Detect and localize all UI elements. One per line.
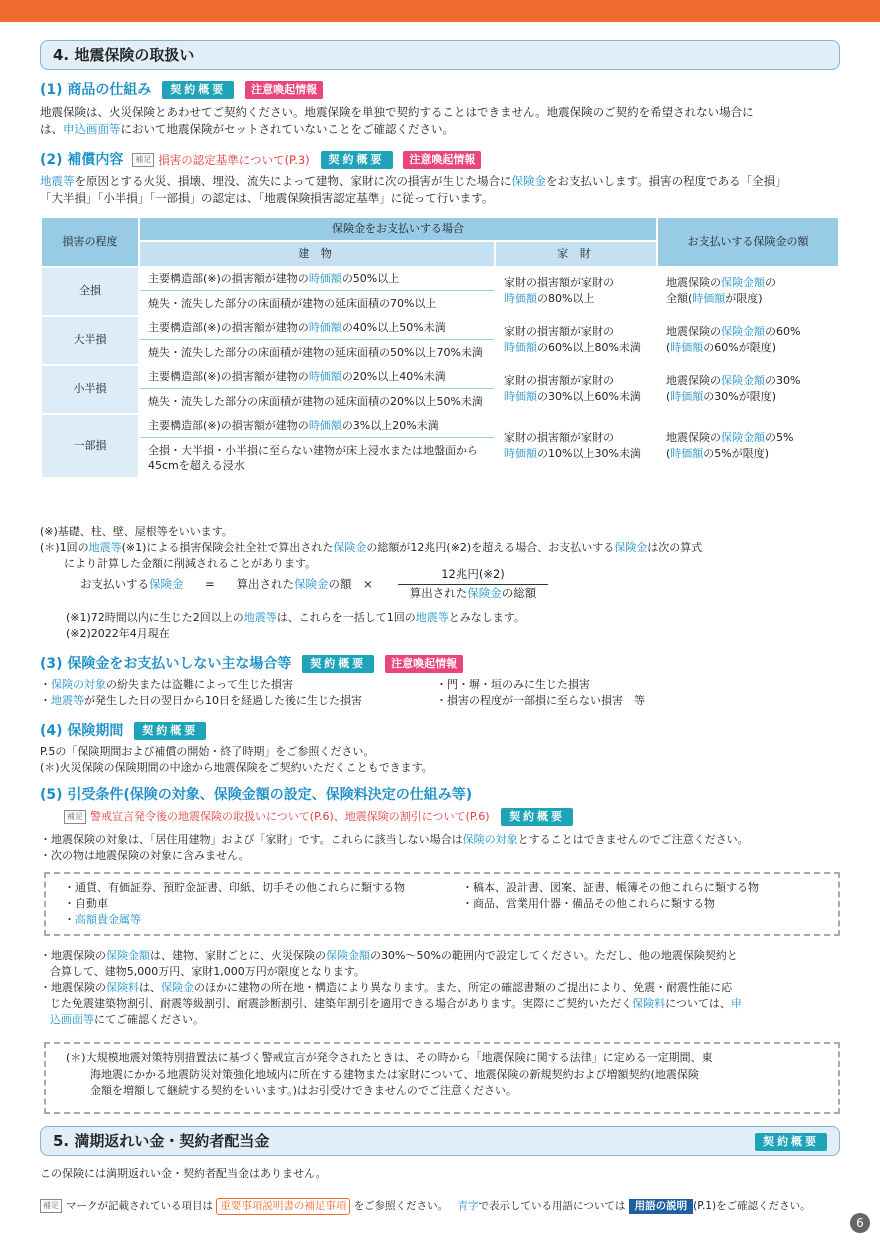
- text-line: [40, 996, 840, 1012]
- text: 主要構造部(※)の損害額が建物の: [148, 418, 309, 432]
- text: 家財の損害額が家財の: [504, 276, 614, 290]
- text: とみなします。: [448, 611, 525, 624]
- sub-4-heading: [40, 721, 206, 741]
- section-5-header: [40, 1126, 840, 1156]
- sub-5-links: [60, 808, 573, 826]
- excluded-left: [64, 880, 405, 928]
- formula-fraction: [398, 566, 548, 601]
- text-line: [666, 291, 830, 307]
- warning-discount-link[interactable]: 警戒宣言発令後の地震保険の取扱いについて(P.6)、地震保険の割引について(P.6): [90, 809, 490, 823]
- text: の額: [328, 577, 352, 591]
- text: 主要構造部(※)の損害額が建物の: [148, 271, 309, 285]
- text: とすることはできませんのでご注意ください。: [517, 833, 749, 846]
- contract-summary-badge: 契約概要: [134, 722, 206, 740]
- text: は、: [40, 121, 63, 136]
- glossary-link[interactable]: 用語の説明: [629, 1199, 694, 1214]
- sub-1-heading: [40, 80, 323, 100]
- text: 地震保険の: [666, 374, 721, 388]
- text-line: [40, 980, 840, 996]
- text: (: [666, 446, 671, 460]
- contract-summary-badge: 契約概要: [501, 808, 573, 826]
- text: じた免震建築物割引、耐震等級割引、耐震診断割引、建築年割引を適用できる場合があります。実際にご契約いただく: [50, 996, 633, 1010]
- header-degree: 損害の程度: [42, 218, 138, 266]
- warning-line: (＊)大規模地震対策特別措置法に基づく警戒宣言が発令されたときは、その時から「地震保険に関する法律」に定める一定期間、東: [66, 1051, 713, 1064]
- text: 家財の損害額が家財の: [504, 325, 614, 339]
- damage-criteria-link[interactable]: 損害の認定基準について(P.3): [158, 153, 310, 167]
- header-case: 保険金をお支払いする場合: [140, 218, 656, 240]
- term-link[interactable]: 保険料: [106, 980, 139, 994]
- sub-2-title: (2) 補償内容: [40, 152, 124, 168]
- bullet: ・門・塀・垣のみに生じた損害: [436, 678, 590, 691]
- term-link[interactable]: 保険金額: [721, 276, 765, 290]
- term-link[interactable]: 時価額: [308, 418, 342, 432]
- damage-degree: 大半損: [42, 317, 138, 364]
- term-link[interactable]: 高額貴金属等: [75, 912, 141, 926]
- text: の: [765, 276, 776, 290]
- sub-2-line-2: 「大半損」「小半損」「一部損」の認定は、「地震保険損害認定基準」に従って行います。: [40, 190, 494, 205]
- text: の40%以上50%未満: [341, 320, 446, 334]
- building-condition-1: [140, 268, 494, 291]
- equals-sign: =: [205, 577, 215, 591]
- building-condition-1: [140, 366, 494, 389]
- header-goods: 家 財: [496, 242, 656, 266]
- text: の30%が限度): [703, 390, 777, 404]
- text: の5%: [765, 431, 794, 445]
- text-line: [504, 340, 648, 356]
- text: (※1)72時間以内に生じた2回以上の: [66, 611, 244, 624]
- text-line: [504, 446, 648, 462]
- text: 地震保険の: [666, 276, 721, 290]
- text: を原因とする火災、損壊、埋没、流失によって建物、家財に次の損害が生じた場合に: [74, 174, 512, 188]
- text: の10%以上30%未満: [537, 446, 641, 460]
- sub-5-line-1: [40, 832, 840, 848]
- sub-1-line-2: [40, 121, 840, 138]
- text-line: [666, 340, 830, 356]
- text-line: [504, 291, 648, 307]
- term-link[interactable]: 地震等: [51, 693, 84, 707]
- section-4-title: 4. 地震保険の取扱い: [53, 46, 195, 64]
- excluded-item: ・自動車: [64, 896, 108, 910]
- sub-4-text: [40, 744, 840, 776]
- sub-4-line-2: (＊)火災保険の保険期間の中途から地震保険をご契約いただくこともできます。: [40, 760, 433, 774]
- note-5: (※2)2022年4月現在: [66, 626, 170, 640]
- payout-amount: [658, 268, 838, 315]
- times-sign: ×: [363, 577, 373, 591]
- text: の5%が限度): [703, 446, 770, 460]
- term-link[interactable]: 保険金額: [721, 374, 765, 388]
- text: 家財の損害額が家財の: [504, 374, 614, 388]
- text: の20%以上40%未満: [341, 369, 446, 383]
- note-3: により計算した金額に削減されることがあります。: [64, 556, 317, 570]
- text: の60%以上80%未満: [537, 341, 641, 355]
- warning-line: 海地震にかかる地震防災対策強化地域内に所在する建物または家財について、地震保険の新規契約および増額契約(地震保険: [90, 1067, 699, 1081]
- fraction-numerator: 12兆円(※2): [398, 566, 548, 585]
- term-link[interactable]: 地震等: [243, 611, 277, 624]
- damage-degree: 全損: [42, 268, 138, 315]
- term-link[interactable]: 地震等: [415, 611, 449, 624]
- payout-amount: [658, 415, 838, 478]
- warning-line: 金額を増額して継続する契約をいいます。)はお引受けできませんのでご注意ください。: [90, 1084, 517, 1097]
- term-link[interactable]: 時価額: [504, 292, 537, 306]
- term-link[interactable]: 保険金: [467, 585, 502, 600]
- sub-2-line-1: [40, 173, 840, 190]
- text: において地震保険がセットされていないことをご確認ください。: [120, 121, 454, 136]
- text: お支払いする: [80, 577, 149, 591]
- term-link[interactable]: 時価額: [504, 341, 537, 355]
- text: の30%以上60%未満: [537, 390, 641, 404]
- text-line: 合算して、建物5,000万円、家財1,000万円が限度となります。: [50, 964, 365, 978]
- damage-table: [40, 216, 840, 479]
- text: をご参照ください。: [353, 1200, 449, 1212]
- text: の総額: [501, 585, 537, 600]
- excluded-item: ・商品、営業用什器・備品その他これらに類する物: [462, 896, 715, 910]
- text: の3%以上20%未満: [341, 418, 439, 432]
- term-link[interactable]: 地震等: [88, 540, 122, 554]
- text: の50%以上: [341, 271, 400, 285]
- term-link[interactable]: 保険金: [161, 980, 194, 994]
- text: ・地震保険の: [40, 980, 106, 994]
- term-link[interactable]: 時価額: [670, 341, 704, 355]
- sub-5-text: [40, 832, 840, 864]
- term-link[interactable]: 保険の対象: [462, 833, 518, 846]
- excluded-right: [462, 880, 759, 912]
- term-link[interactable]: 込画面等: [50, 1012, 94, 1026]
- text: 地震保険の: [666, 325, 721, 339]
- supplement-icon: 補足: [40, 1199, 62, 1213]
- term-link[interactable]: 時価額: [692, 292, 726, 306]
- warning-box: [44, 1042, 840, 1114]
- excluded-item: ・通貨、有価証券、預貯金証書、印紙、切手その他これらに類する物: [64, 881, 405, 894]
- term-link[interactable]: 保険金額: [106, 949, 150, 962]
- term-link[interactable]: 時価額: [504, 390, 537, 404]
- text: (: [666, 341, 671, 355]
- blue-text-label: 青字: [457, 1200, 479, 1212]
- sub-1-text: [40, 104, 840, 137]
- term-link[interactable]: 保険金額: [721, 431, 765, 445]
- section-5-text: この保険には満期返れい金・契約者配当金はありません。: [40, 1167, 327, 1180]
- sub-5-heading: [40, 785, 472, 805]
- term-link[interactable]: 保険料: [632, 996, 666, 1010]
- sub-2-text: [40, 173, 840, 206]
- text: で表示している用語については: [478, 1200, 626, 1212]
- text: 家財の損害額が家財の: [504, 431, 614, 445]
- term-link[interactable]: 時価額: [308, 320, 342, 334]
- text-line: [666, 373, 830, 389]
- text: は、建物、家財ごとに、火災保険の: [150, 949, 326, 962]
- text: 地震保険の: [666, 431, 721, 445]
- text: 算出された: [409, 585, 468, 600]
- supplement-link[interactable]: 重要事項説明書の補足事項: [216, 1198, 350, 1215]
- text: ・: [64, 912, 75, 926]
- sub-5-line-2: ・次の物は地震保険の対象に含みません。: [40, 848, 250, 862]
- formula: [80, 576, 381, 593]
- text: の30%: [765, 374, 801, 388]
- text: (: [666, 390, 671, 404]
- contract-summary-badge: 契約概要: [321, 151, 393, 169]
- sub-4-title: (4) 保険期間: [40, 723, 124, 739]
- text: の総額が12兆円(※2)を超える場合、お支払いする: [366, 540, 615, 554]
- text: ・地震保険の: [40, 949, 106, 962]
- sub-5-title: (5) 引受条件(保険の対象、保険金額の設定、保険料決定の仕組み等): [40, 787, 473, 803]
- caution-badge: 注意喚起情報: [245, 81, 323, 99]
- term-link[interactable]: 保険の対象: [51, 678, 106, 691]
- text: 算出された: [236, 577, 294, 591]
- text-line: [504, 389, 648, 405]
- page-number: 6: [850, 1213, 870, 1233]
- term-link[interactable]: 保険金: [149, 577, 184, 591]
- term-link[interactable]: 申込画面等: [63, 121, 121, 136]
- term-link[interactable]: 申: [730, 996, 742, 1010]
- warning-text: [66, 1050, 826, 1100]
- notes: [40, 524, 840, 572]
- term-link[interactable]: 時価額: [670, 446, 704, 460]
- term-link[interactable]: 地震等: [40, 174, 75, 188]
- caution-badge: 注意喚起情報: [385, 655, 463, 673]
- text-line: [666, 275, 830, 291]
- notes-sub: [66, 610, 866, 642]
- payout-amount: [658, 366, 838, 413]
- bullet: ・損害の程度が一部損に至らない損害 等: [436, 693, 645, 707]
- term-link[interactable]: 保険金: [333, 540, 367, 554]
- text: は、これらを一括して1回の: [276, 611, 416, 624]
- sub-3-title: (3) 保険金をお支払いしない主な場合等: [40, 656, 292, 672]
- sub-1-title: (1) 商品の仕組み: [40, 82, 152, 98]
- sub-3-right: [436, 677, 645, 709]
- excluded-item: [64, 912, 405, 928]
- text: の30%〜50%の範囲内で設定してください。ただし、他の地震保険契約と: [370, 949, 738, 962]
- header-amount: お支払いする保険金の額: [658, 218, 838, 266]
- text: をお支払いします。損害の程度である「全損」: [546, 174, 787, 188]
- section-4-header: [40, 40, 840, 70]
- goods-condition: [496, 415, 656, 478]
- text: 主要構造部(※)の損害額が建物の: [148, 320, 309, 334]
- damage-degree: 小半損: [42, 366, 138, 413]
- note-2: [40, 540, 840, 556]
- damage-degree: 一部損: [42, 415, 138, 478]
- text-line: [40, 948, 840, 964]
- term-link[interactable]: 時価額: [308, 369, 342, 383]
- term-link[interactable]: 時価額: [504, 446, 537, 460]
- term-link[interactable]: 保険金額: [326, 949, 370, 962]
- text: (P.1)をご確認ください。: [693, 1200, 811, 1212]
- text: の60%が限度): [703, 341, 777, 355]
- goods-condition: [496, 268, 656, 315]
- goods-condition: [496, 366, 656, 413]
- supplement-icon: 補足: [64, 810, 86, 824]
- text: の紛失または盗難によって生じた損害: [106, 678, 293, 691]
- text: のほかに建物の所在地・構造により異なります。また、所定の確認書類のご提出により、免震・耐震性能に応: [194, 980, 733, 994]
- building-condition-2: 焼失・流失した部分の床面積が建物の延床面積の20%以上50%未満: [140, 391, 494, 413]
- footer: [40, 1198, 811, 1215]
- fraction-denominator: [398, 585, 548, 602]
- text: 主要構造部(※)の損害額が建物の: [148, 369, 309, 383]
- building-condition-1: [140, 415, 494, 438]
- text: が発生した日の翌日から10日を経過した後に生じた損害: [84, 693, 362, 707]
- goods-condition: [496, 317, 656, 364]
- term-link[interactable]: 時価額: [308, 271, 342, 285]
- text: 全額(: [666, 292, 693, 306]
- text-line: [666, 324, 830, 340]
- text: は、: [139, 980, 161, 994]
- text-line: [40, 1012, 840, 1028]
- text-line: [666, 389, 830, 405]
- text: については、: [665, 996, 731, 1010]
- text: が限度): [725, 292, 763, 306]
- text: ・地震保険の対象は、「居住用建物」および「家財」です。これらに該当しない場合は: [40, 833, 463, 846]
- term-link[interactable]: 保険金額: [721, 325, 765, 339]
- text: (＊)1回の: [40, 540, 89, 554]
- term-link[interactable]: 保険金: [511, 174, 546, 188]
- contract-summary-badge: 契約概要: [162, 81, 234, 99]
- term-link[interactable]: 時価額: [670, 390, 704, 404]
- header-building: 建 物: [140, 242, 494, 266]
- text: の80%以上: [537, 292, 595, 306]
- building-condition-2: 焼失・流失した部分の床面積が建物の延床面積の50%以上70%未満: [140, 342, 494, 364]
- note-1: (※)基礎、柱、壁、屋根等をいいます。: [40, 525, 233, 538]
- note-4: [66, 610, 866, 626]
- text: (※1)による損害保険会社全社で算出された: [121, 540, 334, 554]
- payout-amount: [658, 317, 838, 364]
- text-line: [666, 446, 830, 462]
- contract-summary-badge: 契約概要: [755, 1133, 827, 1151]
- sub-5-notes: [40, 948, 840, 1028]
- caution-badge: 注意喚起情報: [403, 151, 481, 169]
- text: は次の算式: [647, 540, 703, 554]
- sub-2-heading: [40, 150, 481, 170]
- building-condition-1: [140, 317, 494, 340]
- building-condition-2: 全損・大半損・小半損に至らない建物が床上浸水または地盤面から45cmを超える浸水: [140, 440, 494, 478]
- excluded-items-box: [44, 872, 840, 936]
- sub-4-line-1: P.5の「保険期間および補償の開始・終了時期」をご参照ください。: [40, 745, 375, 758]
- text: マークが記載されている項目は: [66, 1200, 213, 1212]
- supplement-icon: 補足: [132, 153, 154, 167]
- term-link[interactable]: 保険金: [614, 540, 648, 554]
- sub-1-line-1: 地震保険は、火災保険とあわせてご契約ください。地震保険を単独で契約することはできません。地震保険のご契約を希望されない場合に: [40, 105, 754, 119]
- text-line: [666, 430, 830, 446]
- building-condition-2: 焼失・流失した部分の床面積が建物の延床面積の70%以上: [140, 293, 494, 315]
- contract-summary-badge: 契約概要: [302, 655, 374, 673]
- text: の60%: [765, 325, 801, 339]
- excluded-item: ・稿本、設計書、図案、証書、帳簿その他これらに類する物: [462, 881, 759, 894]
- text: にてご確認ください。: [94, 1012, 204, 1026]
- text: ・: [40, 678, 51, 691]
- term-link[interactable]: 保険金: [293, 577, 329, 591]
- top-bar: [0, 0, 880, 22]
- text: ・: [40, 693, 51, 707]
- section-5-title: 5. 満期返れい金・契約者配当金: [53, 1132, 270, 1150]
- sub-3-heading: [40, 654, 463, 674]
